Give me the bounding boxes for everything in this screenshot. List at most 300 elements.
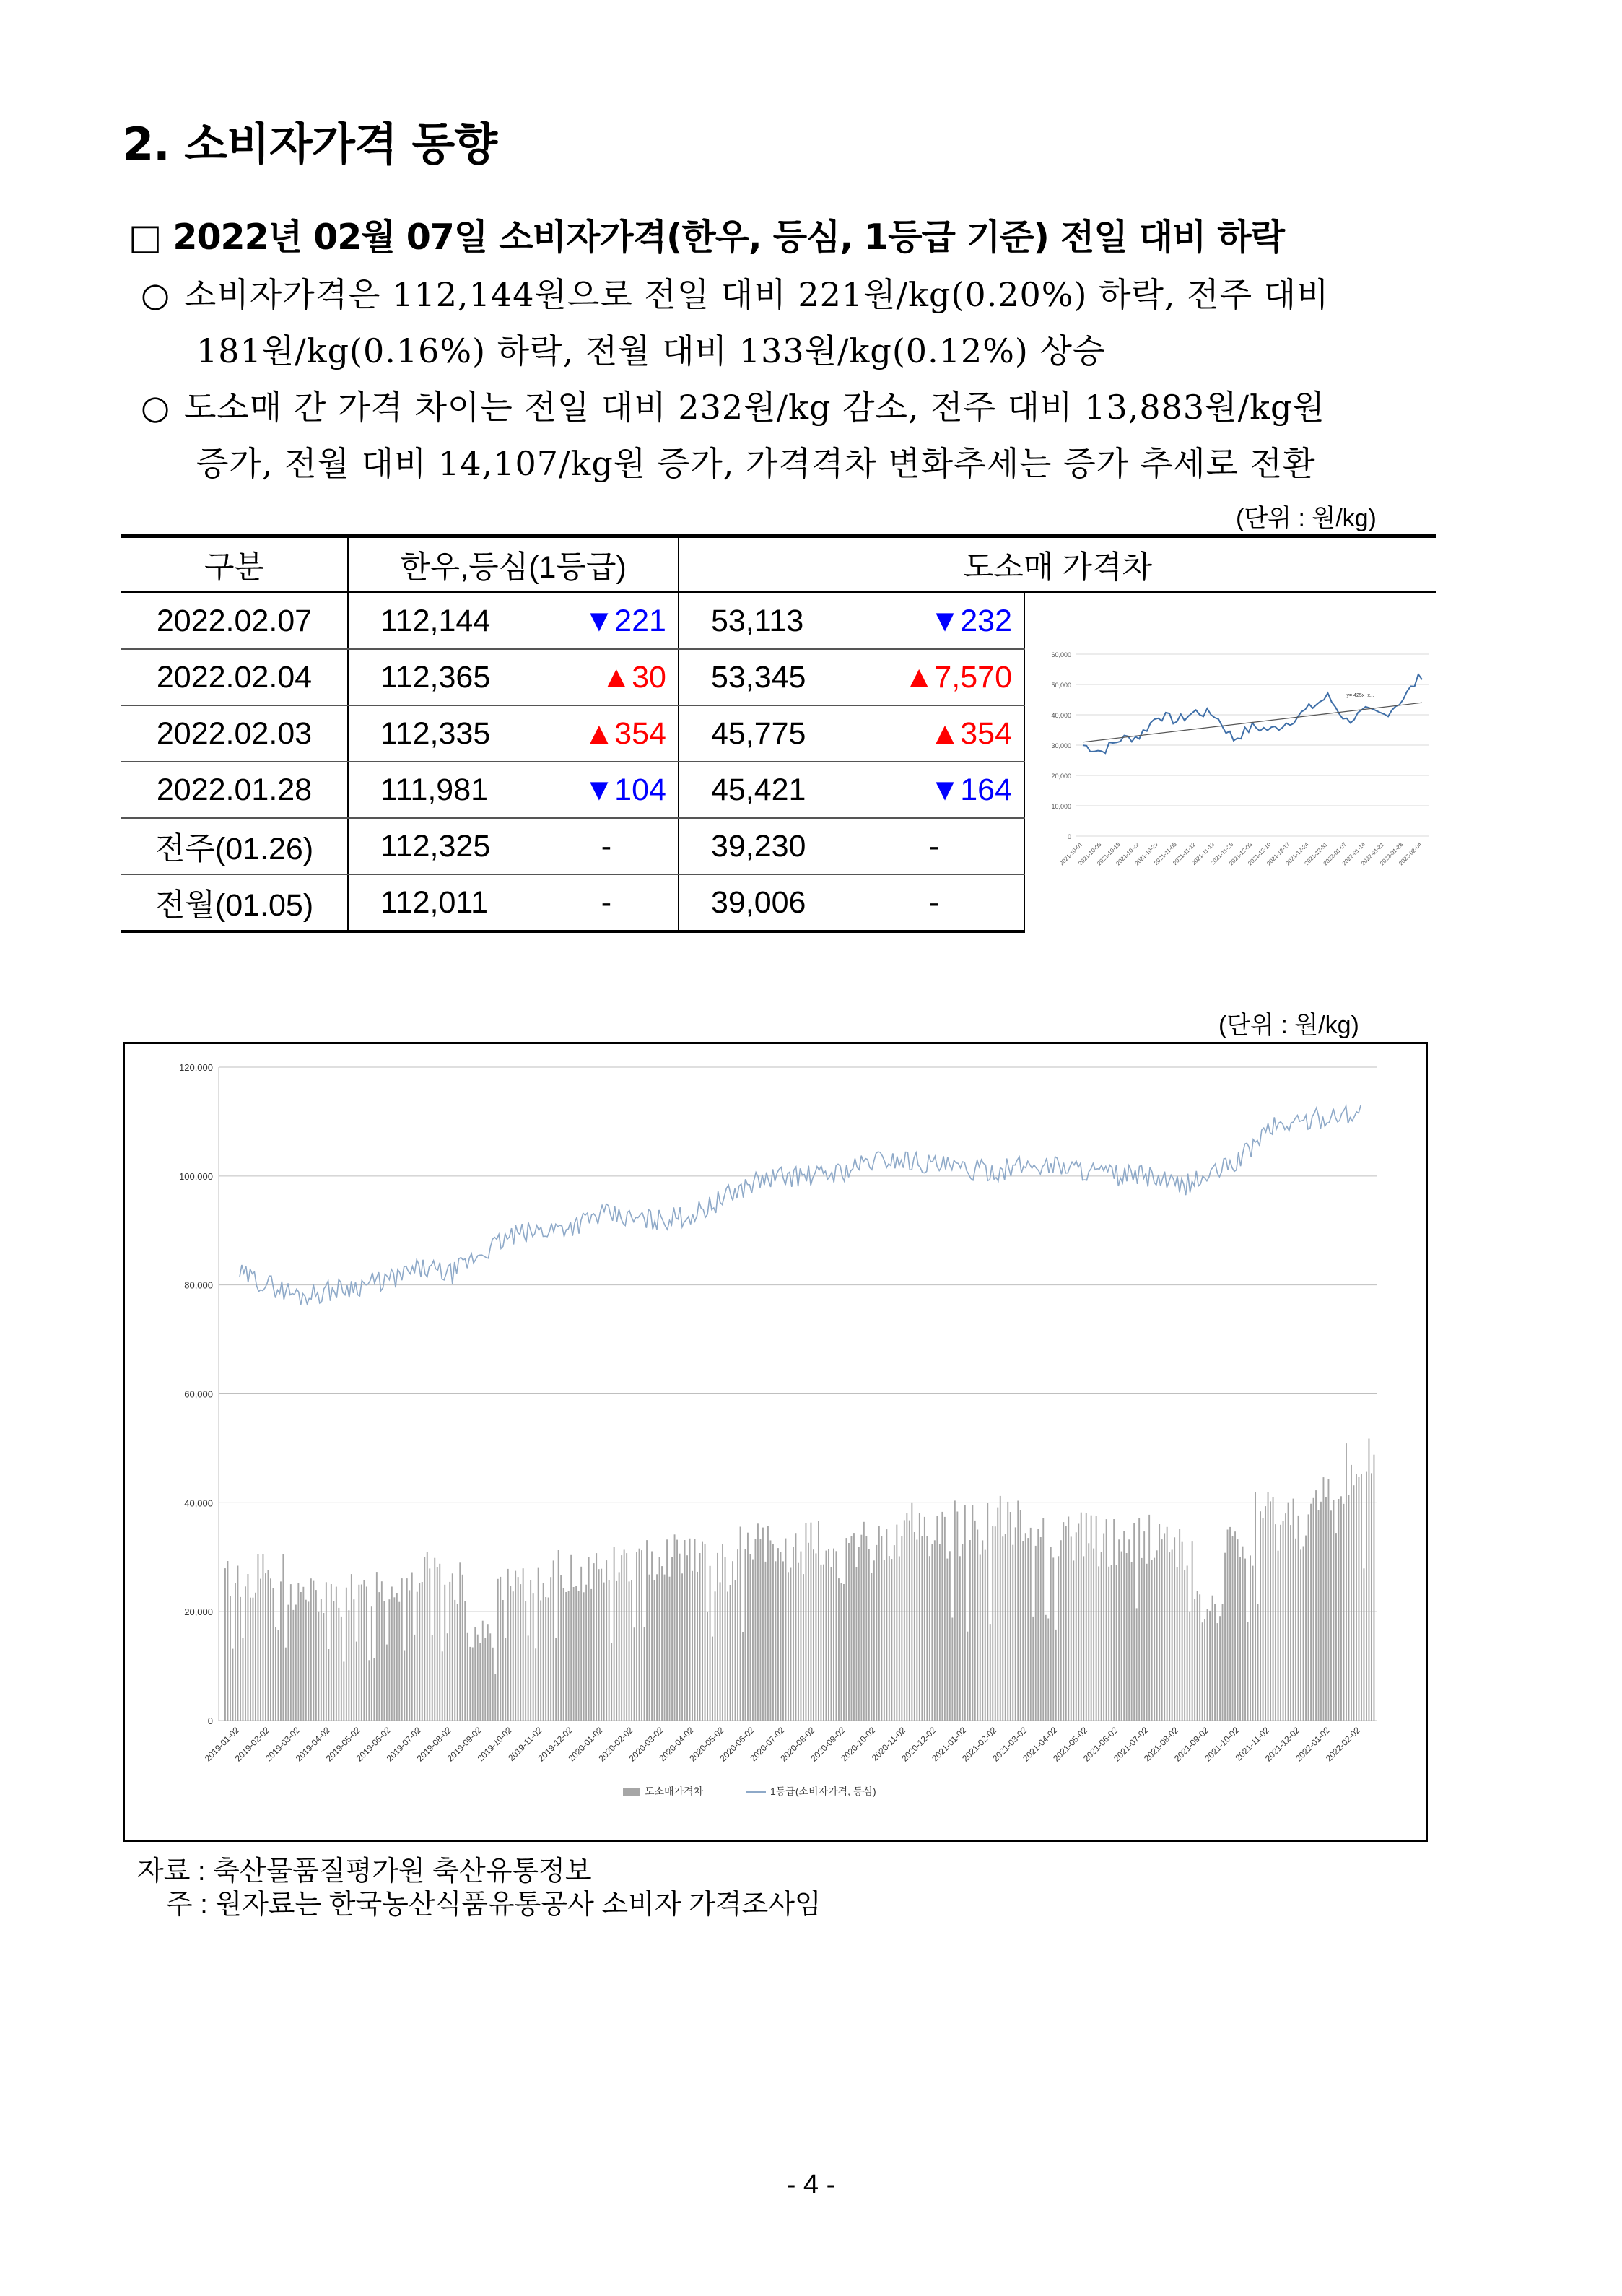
row-gap: 39,230 bbox=[679, 818, 856, 874]
recent-gap-chart bbox=[1025, 598, 1436, 927]
bar bbox=[1219, 1616, 1221, 1721]
bar bbox=[1356, 1474, 1357, 1721]
bar bbox=[697, 1572, 698, 1721]
bar bbox=[944, 1517, 946, 1721]
bar bbox=[936, 1516, 938, 1721]
bar bbox=[899, 1557, 900, 1721]
bar bbox=[816, 1553, 817, 1721]
bar bbox=[851, 1536, 853, 1721]
price-table bbox=[121, 534, 1436, 933]
bar bbox=[1040, 1537, 1042, 1721]
bar bbox=[315, 1590, 317, 1721]
bar bbox=[386, 1645, 388, 1721]
bar bbox=[646, 1540, 648, 1721]
bar bbox=[1154, 1558, 1155, 1721]
bar bbox=[497, 1579, 499, 1721]
bar bbox=[969, 1540, 971, 1721]
legend-line-label: 1등급(소비자가격, 등심) bbox=[770, 1786, 876, 1797]
bar bbox=[302, 1587, 304, 1721]
bar bbox=[1293, 1499, 1294, 1721]
bar bbox=[828, 1549, 829, 1721]
bar bbox=[954, 1500, 956, 1721]
bar bbox=[326, 1582, 327, 1721]
bar bbox=[414, 1635, 415, 1721]
bar bbox=[313, 1581, 314, 1721]
x-tick-label: 2020-07-02 bbox=[748, 1725, 787, 1764]
bar bbox=[411, 1573, 413, 1721]
bar bbox=[235, 1583, 236, 1721]
row-price-change: ▼104 bbox=[546, 762, 679, 818]
bar bbox=[366, 1587, 367, 1721]
bar bbox=[1227, 1530, 1229, 1721]
bar bbox=[417, 1592, 418, 1721]
bar bbox=[553, 1560, 554, 1721]
bar bbox=[358, 1585, 359, 1721]
bar bbox=[1184, 1570, 1185, 1721]
bar bbox=[694, 1539, 696, 1721]
bar bbox=[1111, 1565, 1112, 1721]
x-tick-label: 2022-02-02 bbox=[1323, 1725, 1363, 1764]
bar bbox=[891, 1559, 892, 1721]
header-gap: 도소매 가격차 bbox=[679, 536, 1436, 593]
bar bbox=[1091, 1516, 1092, 1721]
bar bbox=[780, 1552, 782, 1721]
bar bbox=[548, 1598, 549, 1721]
x-tick-label: 2020-10-02 bbox=[839, 1725, 878, 1764]
bar bbox=[987, 1503, 988, 1721]
note-line: 주 : 원자료는 한국농산식품유통공사 소비자 가격조사임 bbox=[166, 1890, 821, 1920]
bar bbox=[243, 1638, 244, 1721]
bar bbox=[641, 1550, 642, 1721]
bar bbox=[565, 1592, 567, 1721]
row-date: 2022.02.04 bbox=[121, 649, 348, 705]
bar bbox=[956, 1512, 958, 1721]
bar bbox=[813, 1549, 814, 1721]
x-tick-label: 2019-12-02 bbox=[536, 1725, 575, 1764]
bar bbox=[530, 1580, 531, 1721]
bar bbox=[1285, 1513, 1286, 1721]
bar bbox=[659, 1557, 660, 1721]
x-tick-label: 2019-03-02 bbox=[263, 1725, 302, 1764]
x-tick-label: 2022-02-04 bbox=[1398, 841, 1423, 867]
bar bbox=[318, 1612, 319, 1721]
bar bbox=[560, 1575, 562, 1721]
bullet-1-line2: 181원/kg(0.16%) 하락, 전월 대비 133원/kg(0.12%) 상승 bbox=[196, 331, 1106, 370]
bar bbox=[596, 1553, 597, 1721]
bar bbox=[755, 1539, 757, 1721]
x-tick-label: 2022-01-07 bbox=[1322, 841, 1348, 867]
bar bbox=[1096, 1516, 1097, 1721]
row-gap: 53,345 bbox=[679, 649, 856, 705]
y-tick-label: 120,000 bbox=[179, 1062, 213, 1073]
bar bbox=[1199, 1594, 1200, 1721]
bar bbox=[826, 1551, 827, 1721]
bar bbox=[974, 1521, 976, 1721]
bar bbox=[644, 1627, 645, 1721]
x-tick-label: 2021-10-22 bbox=[1115, 841, 1141, 867]
bar bbox=[636, 1552, 637, 1721]
bar bbox=[808, 1543, 809, 1721]
bar bbox=[1280, 1525, 1281, 1721]
bar bbox=[1000, 1496, 1001, 1721]
bar bbox=[730, 1585, 731, 1721]
long-term-chart bbox=[125, 1044, 1426, 1840]
bar bbox=[1174, 1537, 1175, 1721]
bar bbox=[707, 1612, 708, 1721]
bar bbox=[1212, 1596, 1213, 1721]
bar bbox=[1229, 1527, 1231, 1721]
y-tick-label: 20,000 bbox=[1051, 773, 1071, 780]
bar bbox=[934, 1540, 936, 1721]
bar bbox=[250, 1598, 251, 1721]
bar bbox=[656, 1574, 658, 1721]
x-tick-label: 2021-11-26 bbox=[1209, 841, 1235, 866]
x-tick-label: 2021-04-02 bbox=[1021, 1725, 1060, 1764]
y-tick-label: 50,000 bbox=[1051, 682, 1071, 689]
bar bbox=[510, 1586, 511, 1721]
bar bbox=[795, 1533, 797, 1721]
bar bbox=[1123, 1531, 1125, 1721]
table-body bbox=[121, 593, 1436, 932]
row-price-change: ▲354 bbox=[546, 705, 679, 762]
bar bbox=[310, 1578, 312, 1721]
bar bbox=[568, 1591, 570, 1721]
x-tick-label: 2021-10-29 bbox=[1133, 841, 1159, 867]
bar bbox=[1237, 1539, 1239, 1721]
bar bbox=[611, 1643, 612, 1721]
bar bbox=[831, 1567, 832, 1721]
bar bbox=[558, 1550, 559, 1721]
x-tick-label: 2020-11-02 bbox=[869, 1725, 908, 1763]
bar bbox=[1273, 1497, 1274, 1721]
bar bbox=[914, 1532, 915, 1721]
bar bbox=[1204, 1619, 1205, 1721]
bar bbox=[666, 1539, 668, 1721]
bar bbox=[1330, 1510, 1332, 1721]
bar bbox=[1032, 1617, 1034, 1721]
bar bbox=[1167, 1527, 1168, 1721]
bar bbox=[1257, 1604, 1259, 1721]
bar bbox=[1222, 1604, 1224, 1721]
bar bbox=[1346, 1443, 1347, 1721]
bar bbox=[725, 1557, 726, 1721]
bar bbox=[452, 1573, 453, 1721]
bar bbox=[856, 1567, 858, 1721]
bullet-marker: ○ bbox=[141, 388, 171, 427]
bar bbox=[782, 1561, 784, 1721]
bar bbox=[462, 1575, 463, 1721]
row-price: 111,981 bbox=[348, 762, 546, 818]
bar bbox=[606, 1560, 607, 1721]
bar bbox=[500, 1577, 501, 1721]
bar bbox=[1207, 1609, 1208, 1721]
bar bbox=[884, 1560, 885, 1721]
row-gap: 45,421 bbox=[679, 762, 856, 818]
bar bbox=[292, 1610, 294, 1721]
bar bbox=[515, 1571, 516, 1721]
bar bbox=[752, 1560, 754, 1721]
bar bbox=[383, 1601, 385, 1721]
y-tick-label: 10,000 bbox=[1051, 803, 1071, 810]
bar bbox=[790, 1568, 792, 1721]
x-tick-label: 2021-09-02 bbox=[1172, 1725, 1211, 1764]
x-tick-label: 2021-12-02 bbox=[1263, 1725, 1302, 1764]
bar bbox=[308, 1601, 309, 1721]
bar bbox=[1101, 1552, 1102, 1721]
bar bbox=[437, 1567, 438, 1721]
bar bbox=[616, 1581, 617, 1721]
y-tick-label: 30,000 bbox=[1051, 742, 1071, 749]
row-gap-change: ▲354 bbox=[856, 705, 1024, 762]
bar bbox=[1288, 1503, 1289, 1721]
row-gap-change: ▼164 bbox=[856, 762, 1024, 818]
bar bbox=[393, 1597, 395, 1721]
bar bbox=[376, 1572, 378, 1721]
bar bbox=[439, 1564, 440, 1721]
bar bbox=[798, 1563, 799, 1721]
bar bbox=[1202, 1622, 1203, 1721]
bar bbox=[1197, 1591, 1198, 1721]
bar bbox=[639, 1549, 640, 1721]
bar bbox=[444, 1585, 445, 1721]
bar bbox=[732, 1561, 733, 1721]
bar bbox=[282, 1554, 284, 1721]
bar bbox=[629, 1581, 630, 1721]
bar bbox=[533, 1593, 534, 1721]
bar bbox=[434, 1558, 435, 1721]
bar bbox=[353, 1599, 354, 1721]
bar bbox=[634, 1627, 635, 1721]
bar bbox=[224, 1568, 226, 1721]
bar bbox=[401, 1578, 403, 1721]
bar bbox=[601, 1569, 602, 1721]
bar bbox=[843, 1584, 845, 1721]
bar bbox=[921, 1536, 923, 1721]
bar bbox=[1333, 1500, 1335, 1721]
bar bbox=[1027, 1538, 1029, 1721]
bar bbox=[1308, 1514, 1309, 1721]
bar bbox=[1093, 1549, 1094, 1721]
row-price-change: - bbox=[546, 874, 679, 931]
bar bbox=[1005, 1534, 1006, 1721]
bar bbox=[505, 1638, 506, 1721]
bar bbox=[1298, 1516, 1299, 1721]
bar bbox=[1247, 1622, 1249, 1721]
trendline-label: y= 425x+x... bbox=[1346, 692, 1374, 698]
row-gap: 45,775 bbox=[679, 705, 856, 762]
y-tick-label: 40,000 bbox=[184, 1497, 213, 1509]
x-tick-label: 2022-01-28 bbox=[1379, 841, 1405, 867]
bar bbox=[853, 1533, 855, 1721]
x-tick-label: 2021-06-02 bbox=[1081, 1725, 1120, 1764]
bar bbox=[429, 1568, 430, 1721]
bar bbox=[590, 1589, 592, 1721]
bar bbox=[422, 1582, 423, 1721]
bar bbox=[1359, 1477, 1360, 1721]
bar bbox=[454, 1600, 455, 1721]
bar bbox=[760, 1539, 762, 1721]
bar bbox=[705, 1544, 706, 1721]
bar bbox=[404, 1651, 405, 1721]
row-gap-change: ▲7,570 bbox=[856, 649, 1024, 705]
bar bbox=[583, 1592, 585, 1721]
bar bbox=[801, 1552, 802, 1721]
bar bbox=[793, 1547, 794, 1721]
bar bbox=[1088, 1543, 1089, 1721]
bar bbox=[1187, 1566, 1188, 1721]
bar bbox=[818, 1521, 819, 1721]
bar bbox=[1335, 1533, 1337, 1721]
bar bbox=[1052, 1557, 1054, 1721]
bar bbox=[878, 1526, 880, 1721]
bar bbox=[745, 1549, 746, 1721]
bar bbox=[941, 1512, 943, 1721]
bar bbox=[255, 1593, 256, 1721]
bullet-marker: ○ bbox=[141, 275, 171, 314]
bar bbox=[1268, 1492, 1269, 1721]
bar bbox=[323, 1613, 324, 1721]
bar bbox=[459, 1562, 461, 1721]
x-tick-label: 2019-05-02 bbox=[323, 1725, 363, 1764]
bar bbox=[268, 1570, 269, 1721]
section-title: 2. 소비자가격 동향 bbox=[123, 118, 497, 170]
bar bbox=[1148, 1515, 1150, 1721]
table-row bbox=[121, 593, 1436, 650]
bar bbox=[1263, 1518, 1264, 1721]
bar bbox=[803, 1574, 804, 1721]
bar bbox=[1278, 1551, 1279, 1721]
bar bbox=[578, 1591, 580, 1721]
bar bbox=[982, 1540, 983, 1721]
bar bbox=[821, 1565, 822, 1721]
bar bbox=[1194, 1599, 1195, 1721]
bar bbox=[881, 1536, 882, 1721]
bar bbox=[609, 1580, 610, 1721]
bullet-1-line1: 소비자가격은 112,144원으로 전일 대비 221원/kg(0.20%) 하락, 전주 대비 bbox=[184, 275, 1330, 314]
bar bbox=[886, 1529, 887, 1721]
y-tick-label: 80,000 bbox=[184, 1279, 213, 1291]
bar bbox=[1071, 1536, 1072, 1721]
bar bbox=[1177, 1567, 1178, 1721]
bar bbox=[1232, 1536, 1234, 1721]
bar bbox=[624, 1550, 625, 1721]
bar bbox=[715, 1591, 716, 1721]
row-price: 112,011 bbox=[348, 874, 546, 931]
bar bbox=[348, 1610, 349, 1721]
headline: □ 2022년 02월 07일 소비자가격(한우, 등심, 1등급 기준) 전일 대비 하락 bbox=[128, 217, 1285, 258]
bar bbox=[1295, 1539, 1296, 1721]
bar bbox=[676, 1540, 678, 1721]
bar bbox=[1010, 1512, 1011, 1721]
bar bbox=[1361, 1474, 1362, 1721]
bar bbox=[1022, 1541, 1024, 1721]
bar bbox=[398, 1602, 400, 1721]
bar bbox=[538, 1568, 539, 1721]
x-tick-label: 2019-06-02 bbox=[354, 1725, 393, 1764]
bar bbox=[442, 1651, 443, 1721]
x-tick-label: 2022-01-02 bbox=[1293, 1725, 1333, 1764]
bar bbox=[1113, 1519, 1115, 1721]
x-tick-label: 2019-07-02 bbox=[384, 1725, 423, 1764]
bar bbox=[1126, 1553, 1128, 1721]
bar bbox=[836, 1551, 837, 1721]
bar bbox=[356, 1642, 357, 1721]
bar bbox=[388, 1599, 390, 1721]
bar bbox=[904, 1520, 905, 1721]
bar bbox=[1065, 1526, 1067, 1721]
bar bbox=[540, 1601, 541, 1721]
bar bbox=[871, 1573, 872, 1721]
bar bbox=[492, 1648, 494, 1721]
x-tick-label: 2021-01-02 bbox=[930, 1725, 969, 1764]
x-tick-label: 2020-06-02 bbox=[718, 1725, 757, 1764]
bar bbox=[811, 1523, 812, 1721]
bar bbox=[619, 1572, 620, 1721]
bullet-2-line1: 도소매 간 가격 차이는 전일 대비 232원/kg 감소, 전주 대비 13,883원/kg원 bbox=[184, 388, 1325, 427]
bar bbox=[513, 1591, 514, 1721]
bar bbox=[424, 1557, 425, 1721]
bar bbox=[523, 1568, 524, 1721]
x-tick-label: 2021-10-02 bbox=[1202, 1725, 1242, 1764]
bar bbox=[1371, 1473, 1372, 1721]
bar bbox=[664, 1575, 666, 1721]
bar bbox=[621, 1555, 622, 1721]
bar bbox=[833, 1549, 834, 1721]
bar bbox=[1141, 1558, 1143, 1721]
bullet-1 bbox=[141, 269, 1330, 316]
x-tick-label: 2021-02-02 bbox=[960, 1725, 999, 1764]
bar bbox=[985, 1550, 986, 1721]
bar bbox=[1369, 1439, 1370, 1721]
bar bbox=[300, 1592, 302, 1721]
bar bbox=[479, 1643, 481, 1721]
bar bbox=[1078, 1524, 1079, 1721]
bar bbox=[699, 1553, 701, 1721]
bar bbox=[391, 1587, 393, 1721]
bar bbox=[1239, 1557, 1241, 1721]
bar bbox=[1083, 1556, 1084, 1721]
bar bbox=[489, 1633, 491, 1721]
bar bbox=[361, 1585, 362, 1721]
y-tick-label: 40,000 bbox=[1051, 712, 1071, 719]
bar bbox=[1159, 1524, 1160, 1721]
bar bbox=[1374, 1455, 1375, 1721]
bar bbox=[735, 1580, 736, 1721]
bar bbox=[1042, 1518, 1044, 1721]
bar bbox=[995, 1526, 996, 1721]
bar bbox=[550, 1577, 551, 1721]
bar bbox=[964, 1505, 966, 1721]
x-tick-label: 2020-05-02 bbox=[687, 1725, 726, 1764]
bar bbox=[263, 1554, 264, 1721]
bar bbox=[1270, 1501, 1271, 1721]
y-tick-label: 60,000 bbox=[184, 1388, 213, 1400]
bar bbox=[295, 1605, 297, 1721]
bar bbox=[528, 1635, 529, 1721]
bar bbox=[1364, 1568, 1365, 1721]
bar bbox=[909, 1521, 910, 1721]
header-price: 한우,등심(1등급) bbox=[348, 536, 679, 593]
source-line: 자료 : 축산물품질평가원 축산유통정보 bbox=[137, 1856, 592, 1887]
bar bbox=[1007, 1502, 1008, 1721]
bar bbox=[1209, 1611, 1211, 1721]
bar bbox=[848, 1543, 850, 1721]
bar bbox=[575, 1586, 577, 1721]
x-tick-label: 2021-12-17 bbox=[1265, 841, 1291, 867]
bar bbox=[689, 1539, 691, 1721]
bar bbox=[1015, 1527, 1016, 1721]
x-tick-label: 2020-01-02 bbox=[566, 1725, 605, 1764]
